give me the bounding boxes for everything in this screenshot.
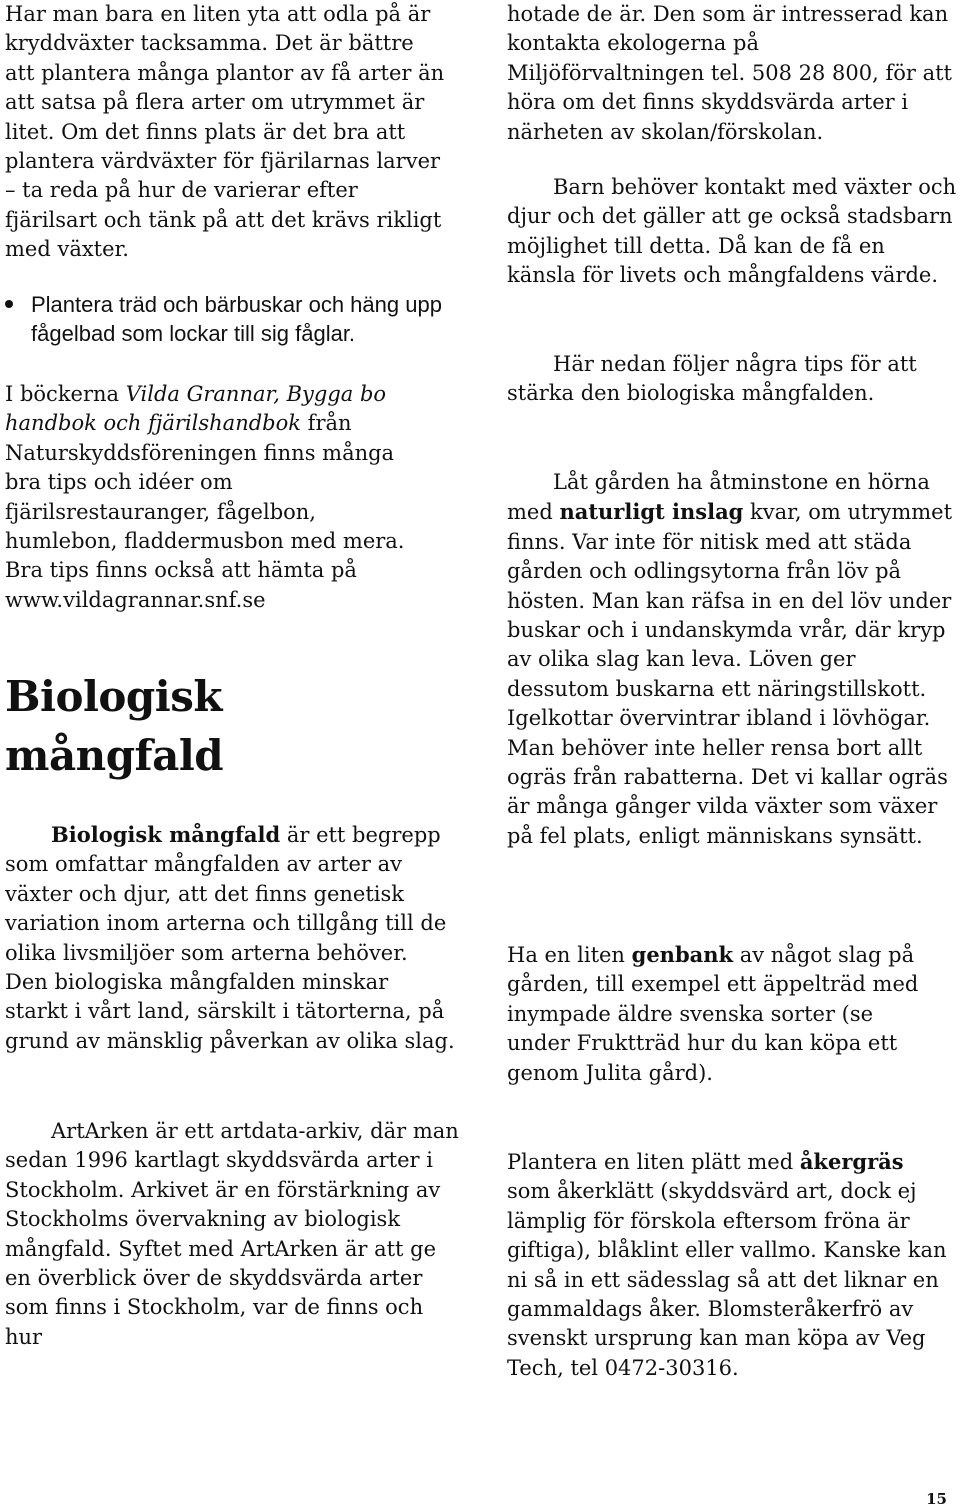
page-number: 15	[926, 1490, 947, 1508]
genbank-intro: Ha en liten	[507, 943, 632, 967]
akergras-text: som åkerklätt (skyddsvärd art, dock ej lämplig för förskola eftersom fröna är giftiga), blåklint eller vallmo. Kanske kan ni så in ett sädesslag så att det liknar en gammaldags åker. Blomsteråkerfrö av svenskt ursprung kan man köpa av Veg Tech, tel 0472-30316.	[507, 1179, 947, 1380]
genbank-text: av något slag på gården, till exempel ett äppelträd med inympade äldre svenska sorter (se under Fruktträd hur du kan köpa ett genom Julita gård).	[507, 943, 919, 1085]
bird-tip-text: Plantera träd och bärbuskar och häng upp fågelbad som lockar till sig fåglar.	[31, 292, 442, 346]
miljoforvaltningen-paragraph: hotade de är. Den som är intresserad kan kontakta ekologerna på Miljöförvaltningen tel. 508 28 800, för att höra om det finns skyddsvärda arter i närheten av skolan/förskolan.	[507, 2, 952, 144]
genbank-paragraph	[507, 940, 937, 1088]
natural-area-paragraph	[507, 468, 960, 851]
definition-term: Biologisk mångfald	[51, 822, 281, 847]
bullet-icon	[5, 300, 13, 308]
heading-line-2: mångfald	[5, 731, 224, 780]
akergras-term: åkergräs	[799, 1149, 904, 1174]
definition-text: är ett begrepp som omfattar mångfalden av arter av växter och djur, att det finns genetisk variation inom arterna och tillgång till de olika livsmiljöer som arterna behöver. Den biologiska mångfalden minskar starkt i vårt land, särskilt i tätorterna, på grund av mänsklig påverkan av olika slag.	[5, 823, 455, 1053]
akergras-paragraph	[507, 1147, 947, 1383]
kryddvaxter-paragraph: Har man bara en liten yta att odla på är kryddväxter tacksamma. Det är bättre att plantera många plantor av få arter än att satsa på flera arter om utrymmet är litet. Om det finns plats är det bra att plantera värdväxter för fjärilarnas larver – ta reda på hur de varierar efter fjärilsart och tänk på att det krävs rikligt med växter.	[5, 2, 445, 262]
natural-area-text: kvar, om utrymmet finns. Var inte för nitisk med att städa gården och odlingsytorna från löv på hösten. Man kan räfsa in en del löv under buskar och i undanskymda vrår, där kryp av olika slag kan leva. Löven ger dessutom buskarna ett näringstillskott. Igelkottar övervintrar ibland i lövhögar. Man behöver inte heller rensa bort allt ogräs från rabatterna. Det vi kallar ogräs är många gånger vilda växter som växer på fel plats, enligt människans synsätt.	[507, 500, 953, 848]
section-heading	[5, 667, 223, 785]
books-paragraph	[5, 380, 425, 615]
tips-intro-paragraph: Här nedan följer några tips för att stärka den biologiska mångfalden.	[507, 352, 917, 406]
genbank-term: genbank	[631, 942, 734, 967]
bird-tip-list-item	[5, 290, 471, 348]
books-rest: från Naturskyddsföreningen finns många bra tips och idéer om fjärilsrestauranger, fågelbon, humlebon, fladdermusbon med mera. Bra tips finns också att hämta på www.vildagrannar.snf.se	[5, 411, 405, 612]
definition-paragraph	[5, 820, 455, 1056]
artarken-paragraph: ArtArken är ett artdata-arkiv, där man sedan 1996 kartlagt skyddsvärda arter i Stockholm. Arkivet är en förstärkning av Stockholms övervakning av biologisk mångfald. Syftet med ArtArken är att ge en överblick över de skyddsvärda arter som finns i Stockholm, var de finns och hur	[5, 1119, 459, 1349]
natural-area-term: naturligt inslag	[559, 499, 744, 525]
heading-line-1: Biologisk	[5, 672, 223, 721]
books-intro: I böckerna	[5, 382, 126, 406]
book-title-fjarilshandbok: fjärilshandbok	[148, 411, 301, 436]
books-and: och	[96, 411, 149, 436]
akergras-intro: Plantera en liten plätt med	[507, 1150, 800, 1174]
book-title-vilda-grannar: Vilda Grannar, Bygga bo handbok	[5, 382, 387, 436]
natural-area-intro: Låt gården ha åtminstone en hörna med	[507, 470, 930, 525]
barn-paragraph: Barn behöver kontakt med växter och djur och det gäller att ge också stadsbarn möjlighet till detta. Då kan de få en känsla för livets och mångfaldens värde.	[507, 175, 957, 288]
